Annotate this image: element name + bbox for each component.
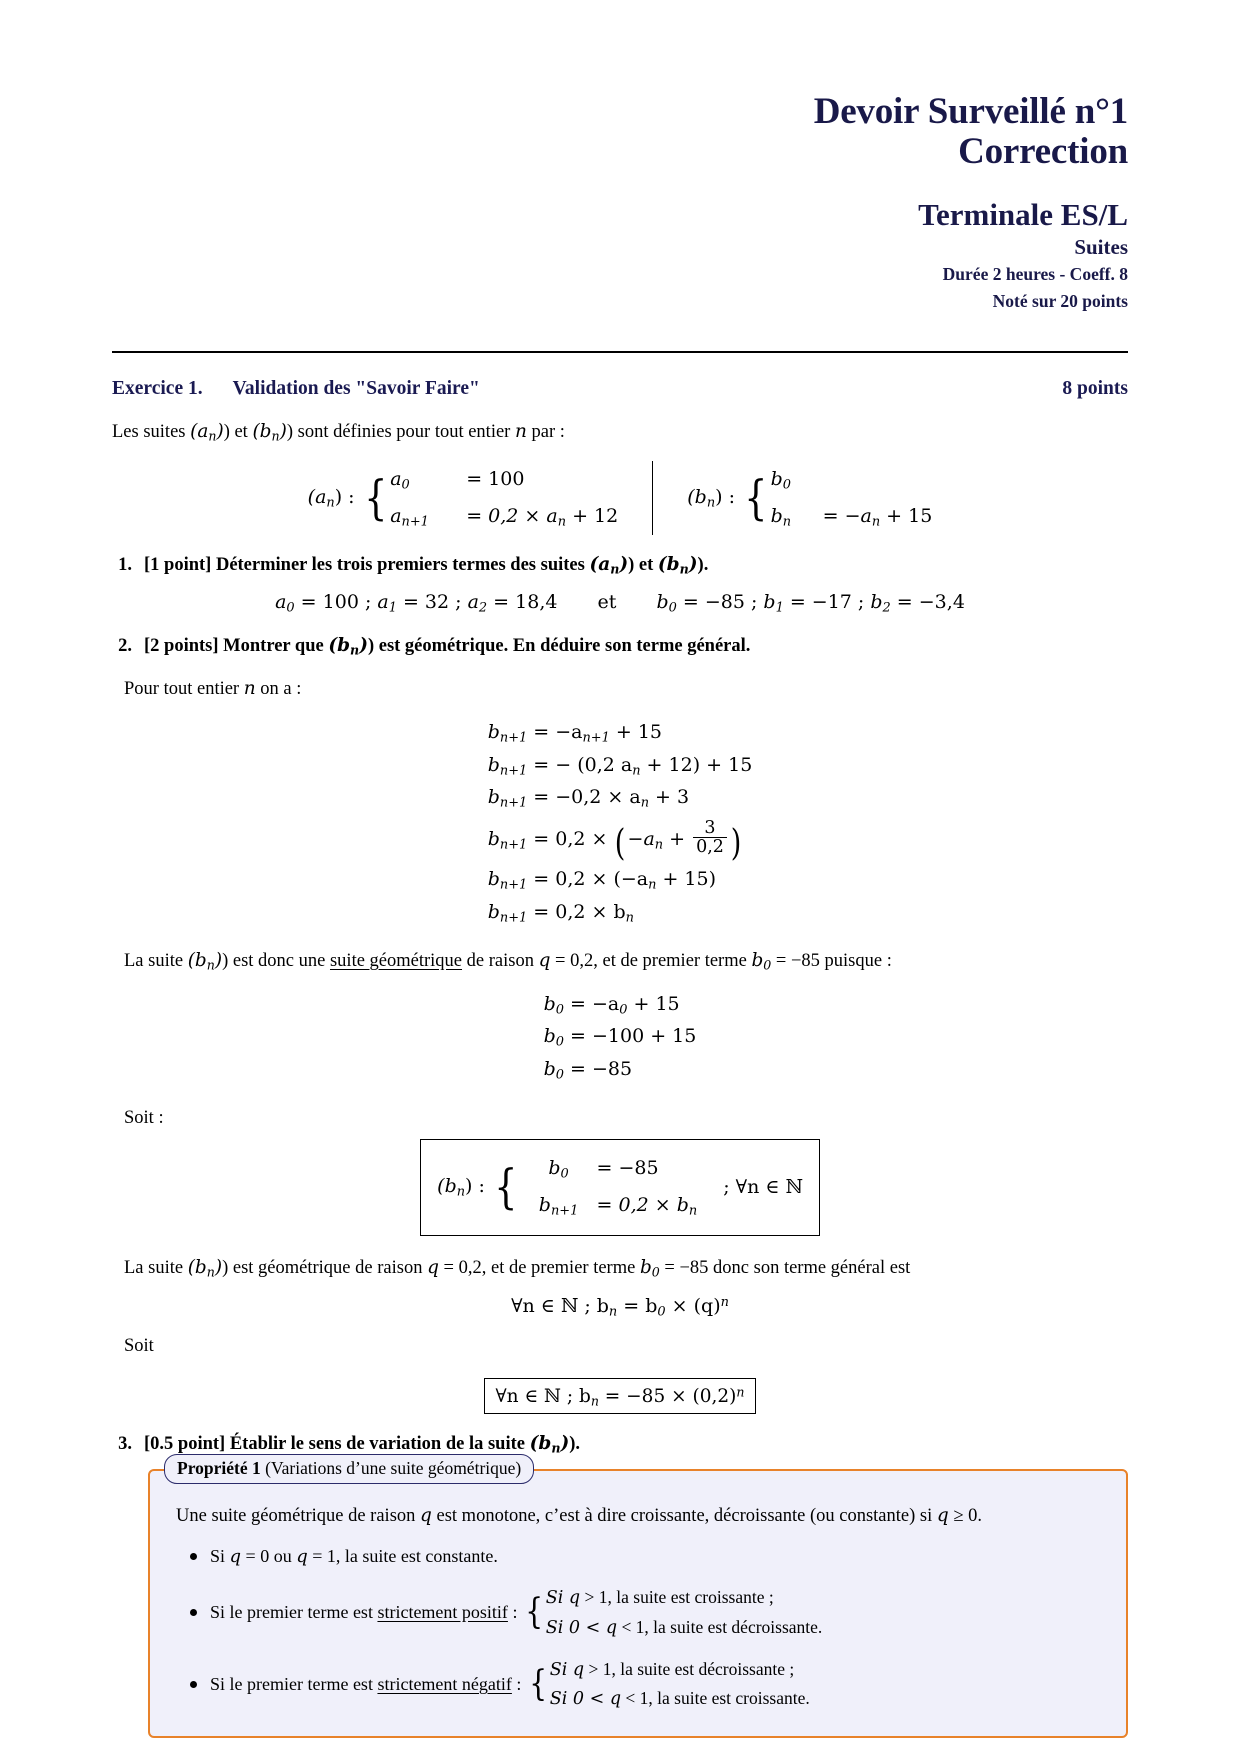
property-cases [527, 1655, 809, 1714]
question-3-number: 3. [118, 1434, 132, 1455]
cases-brace: { [529, 1663, 548, 1705]
b0-step: $b_0 = -100 + 15$ [543, 1025, 697, 1051]
boxed-general-term: ∀n ∈ ℕ ; $b_n = -85 \times (0,2)^n$ [484, 1378, 757, 1414]
boxed-system-row-1: $b_0$ = −85 [548, 1157, 659, 1183]
system-a [308, 461, 619, 535]
property-title-bold: Propriété 1 [177, 1457, 261, 1478]
header-divider [112, 351, 1128, 353]
derivation-step-fraction: $b_{n+1} = 0,2 \times (-a_n$ + $\frac{3}{0,2}$ ) [487, 818, 742, 865]
question-2-number: 2. [118, 635, 132, 656]
general-term-formula: ∀n ∈ ℕ ; $b_n = b_0 \times (q)^n$ [511, 1295, 729, 1321]
derivation-step: $b_{n+1} = 0,2 \times (-a_n + 15)$ [487, 868, 717, 893]
property-cases [523, 1583, 822, 1642]
system-b [687, 461, 932, 535]
systems-separator [652, 461, 653, 535]
intro-var-n: n [514, 420, 527, 442]
question-2-text: [2 points] Montrer que $(b_n)$) est géométrique. En déduire son terme général. [144, 634, 751, 658]
recurrence-systems [112, 461, 1128, 535]
q2-conclusion-1: La suite $(b_n)$) est donc une suite géométrique de raison q = 0,2, et de premier terme $b_0 = -85$ puisque : [124, 950, 892, 973]
property-box-wrapper [112, 1457, 1128, 1738]
bullet-icon [176, 1605, 210, 1620]
document-header [112, 0, 1128, 314]
question-2-points: [2 points] [144, 635, 219, 656]
case-row: Si q > 1, la suite est décroissante ; [549, 1659, 795, 1681]
answer-et: et [597, 591, 617, 613]
boxed-general-wrapper [112, 1378, 1128, 1414]
property-item-text: Si le premier terme est strictement positif : [210, 1602, 518, 1623]
property-title-tab [164, 1454, 534, 1485]
soit-label-2: Soit [124, 1336, 154, 1357]
intro-paragraph [112, 419, 1128, 446]
derivation-step: $b_{n+1} = -a_{n+1} + 15$ [487, 721, 663, 746]
grading-label: Noté sur 20 points [992, 290, 1128, 311]
duration-label: Durée 2 heures - Coeff. 8 [942, 264, 1128, 285]
question-1-points: [1 point] [144, 555, 212, 576]
property-title-rest: (Variations d’une suite géométrique) [260, 1457, 522, 1478]
property-lead-text: Une suite géométrique de raison q est monotone, c’est à dire croissante, décroissante (ou constante) si q ≥ 0. [176, 1504, 982, 1526]
boxed-system: $(b_n)$ : { $b_0$ = −85 $b_{n+1}$ = $0,2 \times b_n$ ; ∀n ∈ ℕ [420, 1139, 820, 1235]
list-item [176, 1655, 1100, 1714]
positive-underline: strictement positif [377, 1602, 508, 1623]
list-item [176, 1583, 1100, 1642]
q2-lead: Pour tout entier n on a : [124, 678, 302, 700]
boxed-system-wrapper [112, 1139, 1128, 1235]
system-a-brace: { [363, 470, 387, 525]
intro-text-end: par : [526, 421, 565, 442]
boxed-system-brace: { [494, 1159, 518, 1214]
b0-step: $b_0 = -85$ [543, 1058, 633, 1083]
system-a-row-1: $a_0$ = 100 [390, 468, 525, 493]
exercise-points: 8 points [1062, 377, 1128, 399]
property-item-text: Si q = 0 ou q = 1, la suite est constante. [210, 1546, 498, 1568]
question-1-text: [1 point] Déterminer les trois premiers termes des suites $(a_n)$) et $(b_n)$). [144, 554, 709, 577]
derivation-step: $b_{n+1} = -0,2 \times a_n + 3$ [487, 786, 690, 811]
geometric-underline: suite géométrique [329, 951, 463, 972]
topic-label: Suites [1074, 235, 1128, 259]
boxed-system-suffix: ; ∀n ∈ ℕ [723, 1176, 803, 1199]
property-box [148, 1457, 1128, 1738]
derivation-step: $b_{n+1}$ = − (0,2 $a_n + 12) + 15$ [487, 753, 753, 779]
system-b-brace: { [744, 470, 768, 525]
cases-brace: { [525, 1591, 544, 1633]
negative-underline: strictement négatif [377, 1673, 512, 1694]
title-line-2: Correction [958, 130, 1128, 172]
b0-computation [112, 989, 1128, 1087]
system-a-label: $(a_n)$ : [307, 486, 355, 511]
fraction: $\frac{3}{0,2}$ [693, 819, 727, 857]
answer-first-terms: $a_0 = 100$ ; $a_1 = 32$ ; $a_2 = 18,4$ et $b_0 = -85$ ; $b_1 = -17$ ; $b_2 = -3,4$ [275, 591, 965, 616]
system-b-row-2: $b_n$ = $-a_n + 15$ [770, 505, 933, 531]
case-row: Si 0 < q < 1, la suite est décroissante. [545, 1616, 823, 1638]
title-line-1: Devoir Surveillé n°1 [813, 91, 1128, 132]
question-1-number: 1. [118, 555, 132, 576]
intro-seq-a: $(a_n)$ [190, 420, 224, 444]
soit-label-1: Soit : [124, 1107, 164, 1128]
system-b-row-1: $b_0$ [770, 468, 791, 493]
intro-seq-b: $(b_n)$ [252, 420, 287, 444]
bullet-icon [176, 1677, 210, 1692]
system-a-row-2: $a_{n+1}$ = $0,2 \times a_n + 12$ [390, 505, 619, 531]
question-3-points: [0.5 point] [144, 1434, 226, 1455]
intro-text-after: ) sont définies pour tout entier [286, 421, 515, 442]
list-item [176, 1543, 1100, 1570]
case-row: Si q > 1, la suite est croissante ; [545, 1587, 774, 1609]
exercise-heading [112, 378, 1128, 400]
q2-lead-var: n [243, 678, 256, 700]
derivation-step: $b_{n+1} = 0,2 \times b_n$ [487, 900, 634, 926]
exercise-title: Validation des "Savoir Faire" [232, 377, 480, 399]
boxed-system-row-2: $b_{n+1}$ = $0,2 \times b_n$ [538, 1194, 698, 1220]
question-2 [112, 635, 1128, 658]
q2-derivation [112, 717, 1128, 929]
bullet-icon [176, 1549, 210, 1564]
q2-conclusion-2: La suite $(b_n)$) est géométrique de raison q = 0,2, et de premier terme $b_0 = -85$ donc son terme général est [124, 1256, 911, 1280]
question-3 [112, 1433, 1128, 1456]
property-item-list [176, 1543, 1100, 1713]
class-level: Terminale ES/L [918, 196, 1128, 232]
page-title [112, 92, 1128, 172]
b0-step: $b_0 = -a_0 + 15$ [543, 992, 680, 1018]
question-3-text: [0.5 point] Établir le sens de variation de la suite $(b_n)$). [144, 1433, 581, 1456]
exercise-number: Exercice 1. [112, 377, 203, 399]
intro-text-mid: ) et [223, 421, 253, 442]
question-1 [112, 554, 1128, 577]
property-item-text: Si le premier terme est strictement négatif : [210, 1673, 522, 1694]
system-b-label: $(b_n)$ : [687, 486, 735, 511]
case-row: Si 0 < q < 1, la suite est croissante. [549, 1688, 810, 1710]
intro-text-before: Les suites [112, 421, 191, 442]
